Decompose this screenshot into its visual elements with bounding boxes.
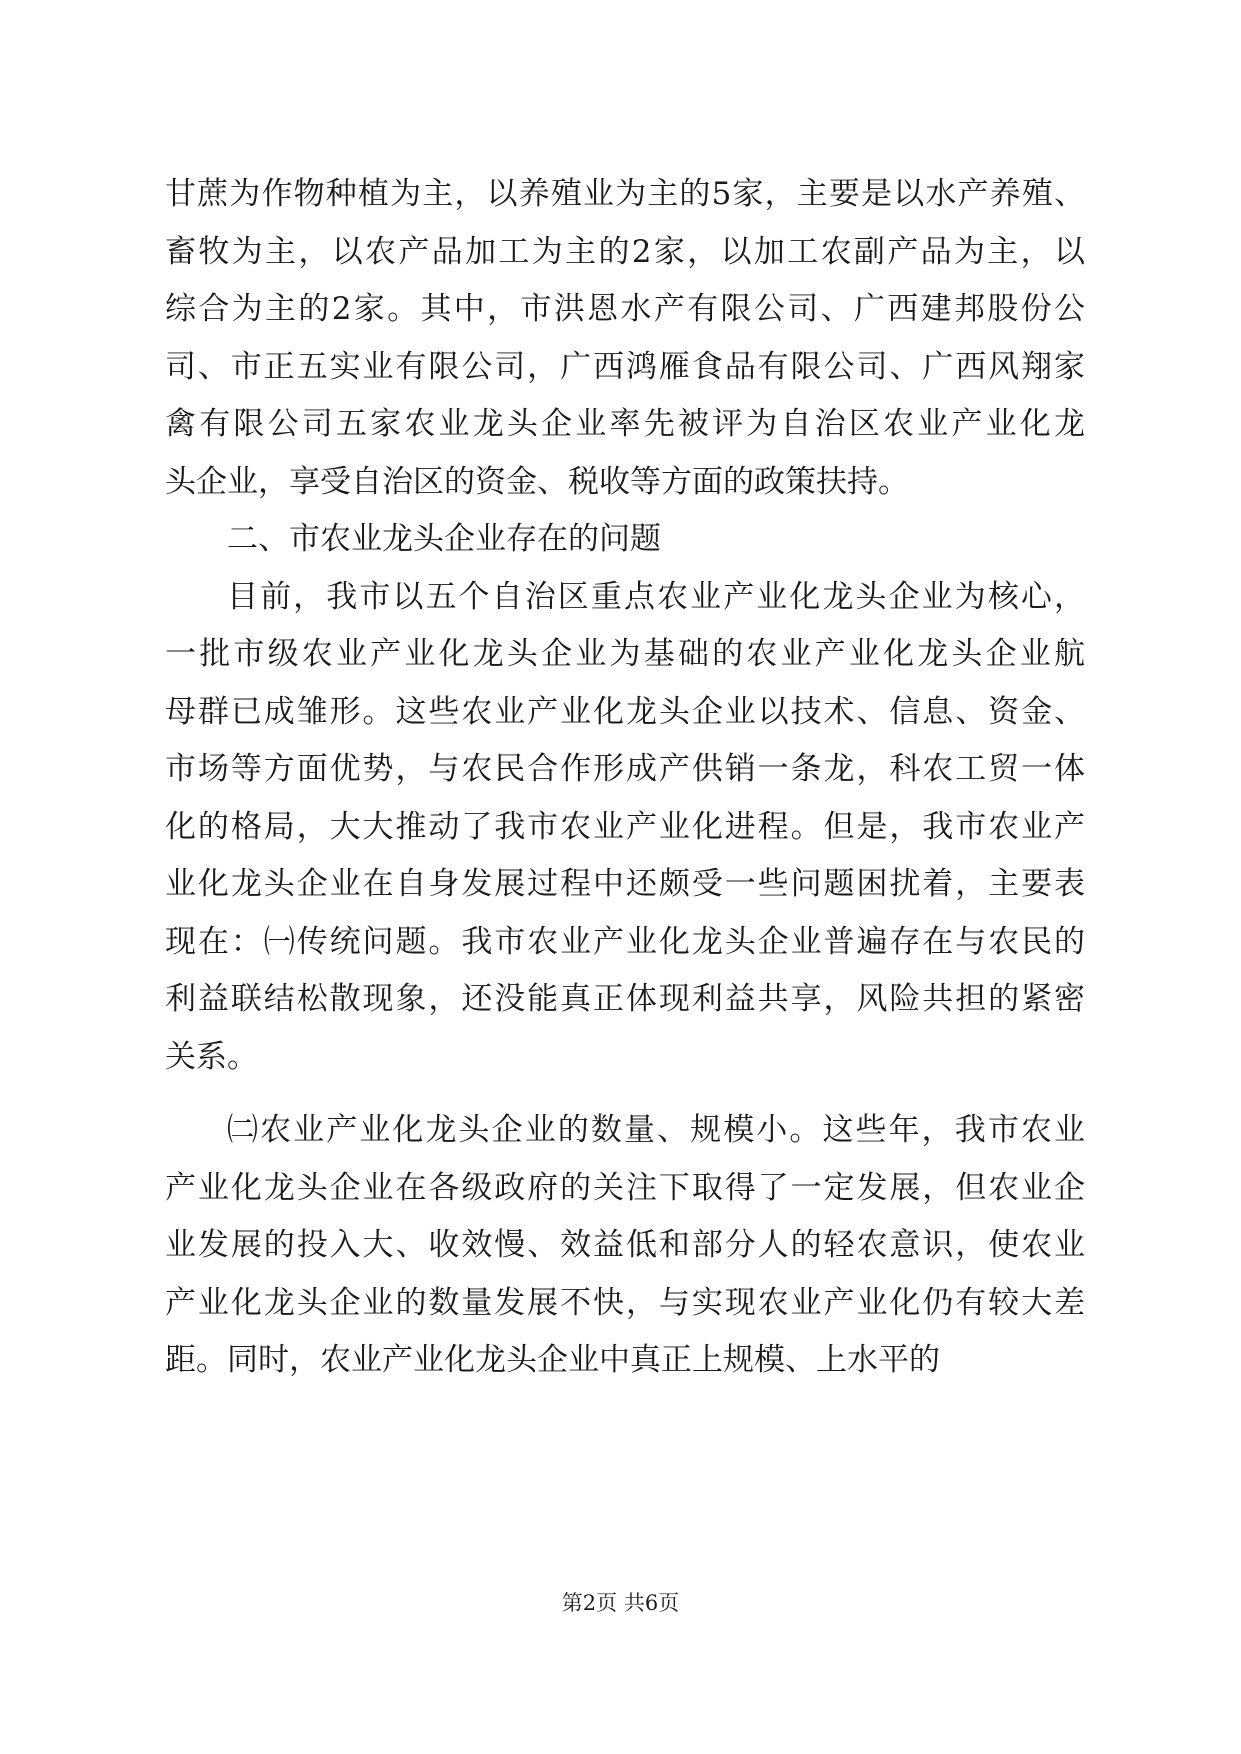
paragraph-continuation bbox=[165, 166, 1085, 511]
text-line: ㈡农业产业化龙头企业的数量、规模小。这些年，我市农业 bbox=[227, 1112, 1085, 1148]
text-line: 产业化龙头企业的数量发展不快，与实现农业产业化仍有较大差 bbox=[165, 1284, 1085, 1321]
text-line: 母群已成雏形。这些农业产业化龙头企业以技术、信息、资金、 bbox=[165, 693, 1085, 730]
paragraph bbox=[165, 1102, 1085, 1390]
text-line: 业化龙头企业在自身发展过程中还颇受一些问题困扰着，主要表 bbox=[165, 866, 1085, 902]
page-footer bbox=[0, 1588, 1241, 1618]
page-number-label: 第2页 共6页 bbox=[561, 1591, 680, 1615]
text-line: 产业化龙头企业在各级政府的关注下取得了一定发展，但农业企 bbox=[165, 1169, 1085, 1206]
text-line: 甘蔗为作物种植为主，以养殖业为主的5家，主要是以水产养殖、 bbox=[165, 176, 1085, 212]
text-line: 司、市正五实业有限公司，广西鸿雁食品有限公司、广西风翔家 bbox=[165, 348, 1085, 385]
text-line: 利益联结松散现象，还没能真正体现利益共享，风险共担的紧密 bbox=[165, 981, 1085, 1017]
section-heading bbox=[165, 511, 1085, 569]
text-line: 头企业，享受自治区的资金、税收等方面的政策扶持。 bbox=[165, 463, 909, 500]
text-line: 化的格局，大大推动了我市农业产业化进程。但是，我市农业产 bbox=[165, 808, 1085, 845]
text-line: 畜牧为主，以农产品加工为主的2家，以加工农副产品为主，以 bbox=[165, 233, 1085, 270]
text-line: 距。同时，农业产业化龙头企业中真正上规模、上水平的 bbox=[165, 1342, 940, 1378]
text-line: 市场等方面优势，与农民合作形成产供销一条龙，科农工贸一体 bbox=[165, 751, 1085, 787]
heading-text: 二、市农业龙头企业存在的问题 bbox=[227, 521, 661, 557]
text-line: 业发展的投入大、收效慢、效益低和部分人的轻农意识，使农业 bbox=[165, 1227, 1085, 1263]
text-line: 一批市级农业产业化龙头企业为基础的农业产业化龙头企业航 bbox=[165, 636, 1085, 672]
text-line: 综合为主的2家。其中，市洪恩水产有限公司、广西建邦股份公 bbox=[165, 291, 1085, 327]
text-line: 目前，我市以五个自治区重点农业产业化龙头企业为核心， bbox=[227, 578, 1085, 615]
body-text bbox=[165, 166, 1085, 1390]
text-line: 关系。 bbox=[165, 1038, 258, 1075]
text-line: 禽有限公司五家农业龙头企业率先被评为自治区农业产业化龙 bbox=[165, 406, 1085, 442]
paragraph-spacer bbox=[165, 1086, 1085, 1102]
paragraph bbox=[165, 569, 1085, 1087]
text-line: 现在：㈠传统问题。我市农业产业化龙头企业普遍存在与农民的 bbox=[165, 923, 1085, 960]
